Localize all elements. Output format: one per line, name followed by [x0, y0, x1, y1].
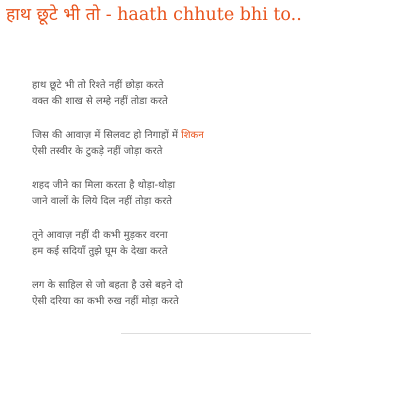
poem-line-2-2: ऐसी तस्वीर के टुकड़े नहीं जोड़ा करते — [32, 146, 163, 157]
poem-body — [32, 78, 362, 328]
poem-line-3-1: शहद जीने का मिला करता है थोड़ा-थोड़ा — [32, 180, 176, 191]
stanza-3 — [32, 178, 362, 210]
post-title-link[interactable]: हाथ छूटे भी तो - haath chhute bhi to.. — [6, 5, 302, 25]
poem-line-4-1: तूने आवाज़ नहीं दी कभी मुड़कर वरना — [32, 230, 168, 241]
stanza-4 — [32, 228, 362, 260]
poem-line-1-1: हाथ छूटे भी तो रिश्ते नहीं छोड़ा करते — [32, 80, 164, 91]
poem-line-4-2: हम कई सदियाँ तुझे घूम के देखा करते — [32, 246, 168, 257]
post-footer-divider — [121, 333, 311, 334]
poem-line-1-2: वक्त की शाख से लम्हे नहीं तोडा करते — [32, 96, 168, 107]
poem-line-5-1: लग के साहिल से जो बहता है उसे बहने दो — [32, 280, 183, 291]
stanza-5 — [32, 278, 362, 310]
stanza-2 — [32, 128, 362, 160]
stanza-1 — [32, 78, 362, 110]
poem-line-3-2: जाने वालों के लिये दिल नहीं तोड़ा करते — [32, 196, 173, 207]
poem-line-5-2: ऐसी दरिया का कभी रुख नहीं मोड़ा करते — [32, 296, 179, 307]
highlighted-word: शिकन — [181, 130, 204, 141]
poem-line-2-1: जिस की आवाज़ में सिलवट हो निगाहों में शिकन — [32, 130, 204, 141]
